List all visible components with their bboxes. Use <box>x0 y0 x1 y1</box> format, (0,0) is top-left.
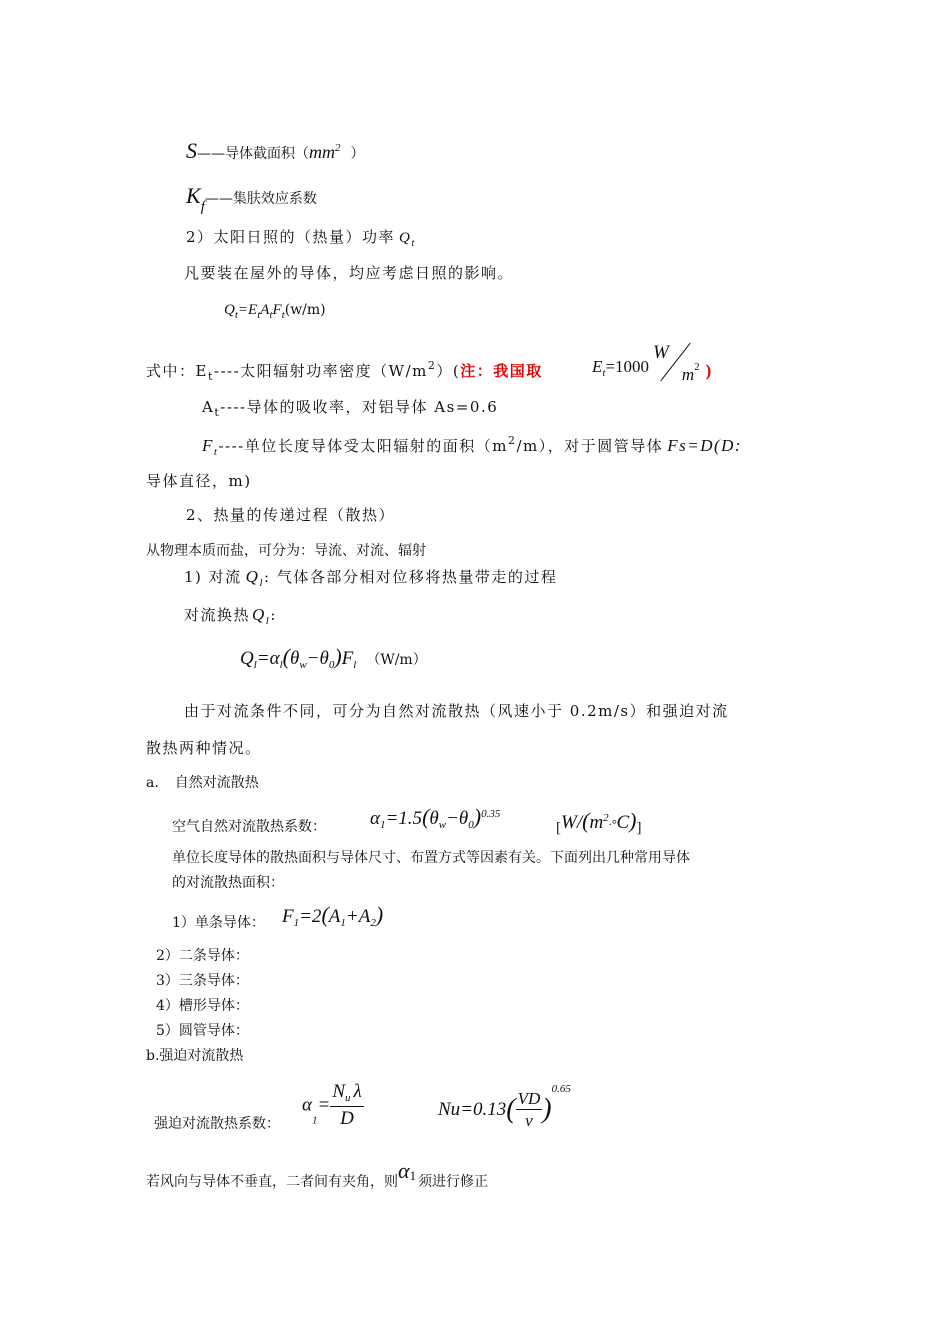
def-s-line <box>186 140 365 162</box>
nu-close-paren: ) <box>542 1093 552 1125</box>
solar-heading-sym: Q <box>399 230 412 246</box>
where-et-sub: t <box>207 370 214 383</box>
angle-line <box>146 1160 488 1189</box>
symbol-k: K <box>186 183 201 208</box>
convection-para-2: 散热两种情况。 <box>146 739 262 757</box>
def-kf-line <box>186 185 317 215</box>
nu-exp: 0.65 <box>551 1083 571 1095</box>
at-sub: t <box>214 406 221 419</box>
unit-mm-exp: 2 <box>335 142 341 154</box>
nu-numerator: VD <box>517 1089 541 1109</box>
nat-open-paren: ( <box>422 804 430 829</box>
conv-heat-line <box>184 606 277 627</box>
solar-f-a: A <box>260 302 270 318</box>
nat-theta: θ <box>429 808 439 829</box>
symbol-kf-sub: f <box>200 199 205 215</box>
ft-formula: Fs=D <box>667 436 714 455</box>
angle-text2: 须进行修正 <box>418 1174 489 1190</box>
nu-denominator: ν <box>525 1111 533 1131</box>
solar-f-f: F <box>272 302 282 318</box>
forced-n: N <box>332 1081 345 1102</box>
item-1-line <box>172 916 265 930</box>
solar-at-line <box>202 400 498 418</box>
note-e-sub: t <box>602 366 606 379</box>
conv-heat-sym: Q <box>252 605 266 624</box>
forced-alpha-sub: 1 <box>311 1114 318 1127</box>
solar-heading-text: 2）太阳日照的（热量）功率 <box>186 228 396 246</box>
note-m-exp: 2 <box>694 360 700 373</box>
natural-unit <box>556 810 642 836</box>
eq-alpha: =α <box>256 648 280 669</box>
ft-sub: t <box>213 446 219 458</box>
nu-lhs: Nu <box>438 1099 461 1121</box>
solar-f-a-sub: t <box>269 309 273 321</box>
forced-coef-label: 强迫对流散热系数： <box>154 1116 280 1132</box>
def-s-desc: ——导体截面积（ <box>197 146 309 162</box>
nat-minus-theta: −θ <box>446 808 469 829</box>
eq-theta-sub: w <box>299 659 307 671</box>
forced-lambda: λ <box>353 1081 362 1102</box>
nat-unit-close: ] <box>636 820 642 836</box>
transfer-intro: 从物理本质而盐，可分为：导流、对流、辐射 <box>146 543 426 559</box>
note-label: 注：我国取 <box>460 362 543 380</box>
area-text-1: 单位长度导体的散热面积与导体尺寸、布置方式等因素有关。下面列出几种常用导体 <box>172 850 690 866</box>
eq-minus-theta: −θ <box>306 648 329 669</box>
forced-denominator: D <box>340 1108 354 1129</box>
forced-alpha: α <box>302 1094 312 1116</box>
conv-heat-colon: : <box>270 606 277 624</box>
convection-line <box>184 568 557 589</box>
eq-f: F <box>341 648 354 669</box>
eq-q: Q <box>240 648 254 669</box>
natural-title-line <box>146 776 259 790</box>
where-sup: 2 <box>427 359 437 372</box>
nat-unit-open-paren: ( <box>582 808 590 833</box>
ft-sup: 2 <box>507 434 517 447</box>
solar-formula <box>224 302 326 321</box>
conv-text: : 气体各部分相对位移将热量带走的过程 <box>264 568 558 586</box>
eq-f-sub: l <box>353 659 357 671</box>
conv-sub: l <box>259 577 265 589</box>
natural-coef-formula <box>370 806 500 831</box>
where-close: ）( <box>436 362 461 380</box>
def-s-close: ） <box>350 146 365 162</box>
nat-unit-exp: 2 <box>603 812 609 824</box>
conv-sym: Q <box>245 567 260 586</box>
nat-alpha-sub: 1 <box>379 819 386 831</box>
solar-heading-sub: t <box>411 237 416 249</box>
solar-intro: 凡要装在屋外的导体，均应考虑日照的影响。 <box>184 264 515 282</box>
nat-coef-eq: =1.5 <box>385 808 423 829</box>
ft-text3: (D: <box>713 436 743 455</box>
note-value: =1000 <box>605 356 650 376</box>
conv-heat-sub: l <box>265 615 271 627</box>
conv-heat-label: 对流换热 <box>184 606 251 624</box>
nat-theta0-sub: 0 <box>468 819 474 831</box>
item-1-formula <box>282 904 383 929</box>
nu-eq: =0.13 <box>460 1099 507 1121</box>
item1-plus-a: +A <box>345 906 371 927</box>
item1-a2-sub: 2 <box>370 917 376 929</box>
forced-numerator <box>330 1082 363 1107</box>
ft-continuation: 导体直径，m) <box>146 472 252 490</box>
solar-f-eq: =E <box>237 302 258 318</box>
solar-heading <box>186 230 416 249</box>
eq-alpha-sub: l <box>279 659 283 671</box>
area-text-2: 的对流散热面积： <box>172 875 284 891</box>
item1-close-paren: ) <box>375 902 384 927</box>
solar-ft-line <box>202 435 742 458</box>
list-item: 3）三条导体： <box>156 973 249 989</box>
list-item: 2）二条导体： <box>156 948 249 964</box>
def-kf-desc: ——集肤效应系数 <box>204 191 317 207</box>
item1-open-paren: ( <box>321 902 329 927</box>
list-item: 4）槽形导体： <box>156 998 249 1014</box>
eq-theta0-sub: 0 <box>328 659 335 671</box>
ft-text2: /m），对于圆管导体 <box>516 437 664 455</box>
forced-coef-formula <box>302 1082 364 1128</box>
nat-unit-w: W/ <box>561 812 583 833</box>
nat-close-paren: ) <box>473 804 482 829</box>
angle-alpha-sub: 1 <box>409 1168 417 1183</box>
note-formula <box>592 338 711 386</box>
solar-f-q: Q <box>224 302 235 318</box>
eq-close-paren: ) <box>334 644 342 669</box>
where-text: ----太阳辐射功率密度（W/m <box>213 362 428 380</box>
where-prefix: 式中：E <box>146 362 208 380</box>
conv-prefix: 1) 对流 <box>184 568 242 586</box>
note-e: E <box>592 356 603 376</box>
transfer-heading: 2、热量的传递过程（散热） <box>186 506 396 524</box>
solar-where-line <box>146 360 543 382</box>
convection-equation <box>240 646 427 671</box>
solar-f-f-sub: t <box>281 309 285 321</box>
item1-a: A <box>328 906 341 927</box>
nat-alpha: α <box>370 808 380 829</box>
forced-eq: = <box>317 1094 331 1116</box>
natural-title: 自然对流散热 <box>174 775 259 791</box>
list-item: 5）圆管导体： <box>156 1023 249 1039</box>
angle-alpha: α <box>398 1158 410 1183</box>
note-m: m <box>681 364 695 384</box>
note-w: W <box>653 341 669 363</box>
symbol-s: S <box>186 138 197 163</box>
solar-f-unit: (w/m) <box>284 302 326 318</box>
nat-unit-m: m <box>589 812 604 833</box>
nu-fraction <box>516 1090 543 1129</box>
at-prefix: A <box>202 398 215 416</box>
natural-label: a. <box>146 775 159 791</box>
item1-f-sub: 1 <box>293 917 300 929</box>
nat-exp: 0.35 <box>481 808 501 820</box>
item1-a-sub: 1 <box>340 917 346 929</box>
solar-f-e-sub: t <box>257 309 261 321</box>
forced-title: b.强迫对流散热 <box>146 1048 244 1064</box>
item-1-label: 1）单条导体： <box>172 915 265 931</box>
ft-text: ----单位长度导体受太阳辐射的面积（m <box>218 437 508 455</box>
nat-unit-close-paren: ) <box>629 808 637 833</box>
angle-text1: 若风向与导体不垂直，二者间有夹角，则 <box>146 1174 398 1190</box>
note-close: ) <box>705 360 712 380</box>
nat-theta-sub: w <box>438 819 447 831</box>
nat-unit-deg: ·° <box>608 817 617 831</box>
ft-sym: F <box>202 436 214 455</box>
eq-unit: （W/m） <box>366 652 427 668</box>
forced-n-sub: u <box>345 1092 351 1104</box>
convection-para-1: 由于对流条件不同，可分为自然对流散热（风速小于 0.2m/s）和强迫对流 <box>184 702 729 720</box>
eq-q-sub: l <box>253 659 257 671</box>
eq-theta: θ <box>289 648 300 669</box>
nu-open-paren: ( <box>506 1093 516 1125</box>
nat-unit-open: [ <box>556 820 561 836</box>
unit-mm: mm <box>309 142 335 162</box>
solar-f-q-sub: t <box>234 309 238 321</box>
nat-unit-c: C <box>616 812 630 833</box>
item1-eq: =2 <box>299 906 322 927</box>
item1-f: F <box>282 906 294 927</box>
natural-coef-label: 空气自然对流散热系数： <box>172 819 326 835</box>
eq-open-paren: ( <box>282 644 290 669</box>
nusselt-formula <box>438 1084 571 1129</box>
forced-fraction <box>330 1082 363 1128</box>
at-text: ----导体的吸收率，对铝导体 As=0.6 <box>220 398 499 416</box>
